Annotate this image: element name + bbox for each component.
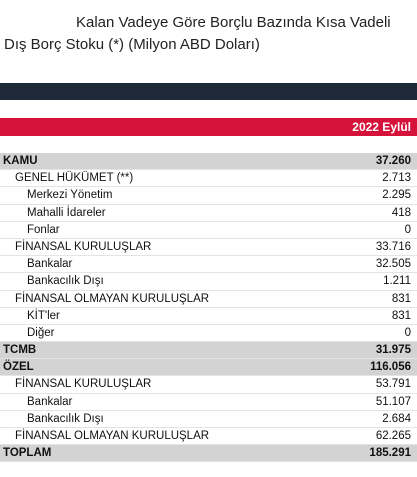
row-value: 2.713 [382, 172, 411, 185]
table-row [0, 170, 417, 187]
row-value: 33.716 [375, 240, 411, 253]
row-label: Diğer [27, 326, 55, 339]
page-title [4, 12, 414, 56]
row-label: FİNANSAL KURULUŞLAR [15, 240, 152, 253]
row-value: 31.975 [375, 344, 411, 357]
row-value: 831 [391, 292, 411, 305]
row-value: 53.791 [375, 378, 411, 391]
table-row [0, 256, 417, 273]
row-label: TOPLAM [3, 447, 52, 460]
header-dark-band [0, 83, 417, 100]
row-value: 831 [391, 309, 411, 322]
table-row [0, 273, 417, 290]
row-label: Mahalli İdareler [27, 206, 106, 219]
row-value: 418 [391, 206, 411, 219]
table-row [0, 187, 417, 204]
row-label: FİNANSAL OLMAYAN KURULUŞLAR [15, 430, 210, 442]
table-row [0, 411, 417, 428]
row-value: 51.107 [375, 395, 411, 408]
row-label: TCMB [3, 344, 37, 357]
row-label: Merkezi Yönetim [27, 189, 113, 202]
table-row [0, 325, 417, 342]
row-value: 2.684 [382, 412, 411, 425]
table-row [0, 222, 417, 239]
row-label: KİT'ler [27, 309, 60, 322]
table-row [0, 205, 417, 222]
row-label: GENEL HÜKÜMET (**) [15, 172, 134, 185]
period-label: 2022 Eylül [352, 120, 411, 134]
table-row [0, 308, 417, 325]
row-value: 32.505 [375, 258, 411, 271]
row-label: ÖZEL [3, 361, 34, 374]
table-row [0, 359, 417, 376]
table-row [0, 153, 417, 170]
title-line-1: Kalan Vadeye Göre Borçlu Bazında Kısa Vadeli [76, 14, 391, 31]
row-value: 116.056 [370, 361, 411, 374]
row-label: Bankalar [27, 258, 73, 271]
row-value: 2.295 [382, 189, 411, 202]
table-row [0, 291, 417, 308]
row-label: FİNANSAL OLMAYAN KURULUŞLAR [15, 292, 210, 305]
row-label: Bankacılık Dışı [27, 412, 104, 425]
row-value: 0 [404, 223, 411, 236]
row-value: 1.211 [383, 275, 411, 288]
table-row [0, 239, 417, 256]
row-label: Fonlar [27, 223, 60, 236]
row-label: Bankacılık Dışı [27, 275, 104, 288]
table-row [0, 342, 417, 359]
row-label: FİNANSAL KURULUŞLAR [15, 378, 152, 391]
row-value: 62.265 [375, 430, 411, 442]
table-row [0, 445, 417, 462]
table-row [0, 428, 417, 445]
debt-table [0, 153, 417, 462]
table-row [0, 376, 417, 393]
row-value: 37.260 [375, 155, 411, 167]
row-label: KAMU [3, 155, 38, 167]
title-line-2: Dış Borç Stoku (*) (Milyon ABD Doları) [4, 36, 260, 53]
row-label: Bankalar [27, 395, 73, 408]
table-row [0, 394, 417, 411]
row-value: 185.291 [369, 447, 411, 460]
row-value: 0 [404, 326, 411, 339]
